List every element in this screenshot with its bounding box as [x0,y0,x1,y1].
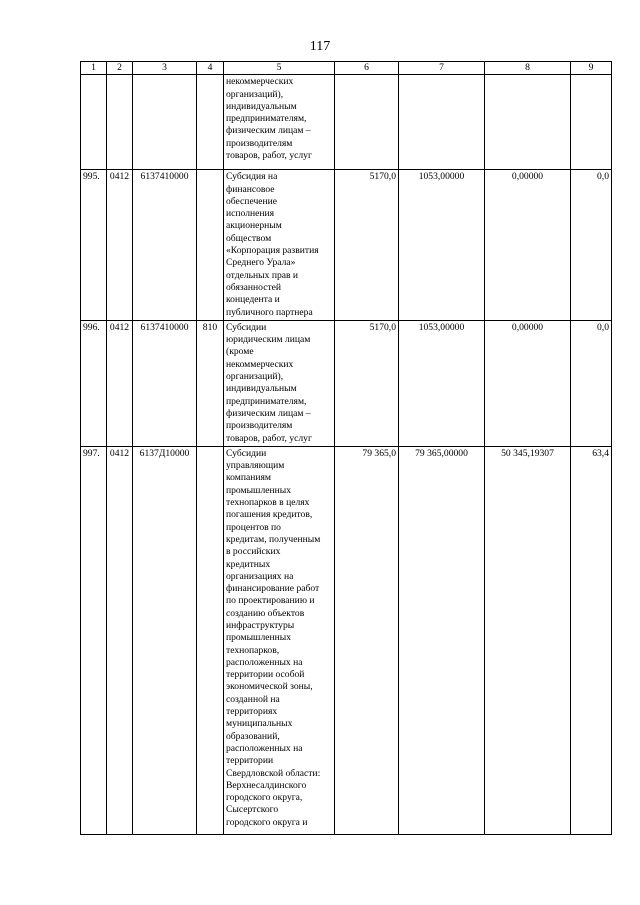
description-line: организаций), [226,88,284,100]
expense-type-cell [197,446,224,834]
planned-amount-cell: 5170,0 [335,320,399,446]
target-article-cell: 6137410000 [133,320,197,446]
description-line: компаниям [226,472,272,484]
description-line: индивидуальным [226,100,297,112]
description-line: организациях на [226,570,294,582]
expense-type-cell: 810 [197,320,224,446]
description-line: финансирование работ [226,583,320,595]
description-line: городского округа, [226,792,303,804]
table-row [81,320,612,446]
description-line: территории особой [226,669,305,681]
approved-amount-cell: 79 365,00000 [399,446,485,834]
approved-amount-cell: 1053,00000 [399,170,485,321]
percent-cell [571,75,612,170]
description-line: исполнения [226,208,275,220]
description-line: обществом [226,232,272,244]
target-article-cell [133,75,197,170]
description-line: экономической зоны, [226,681,313,693]
description-line: в российских [226,546,281,558]
page-number: 117 [309,39,331,54]
description-line: производителям [226,137,293,149]
description-line: расположенных на [226,656,303,668]
section-code-cell: 0412 [107,446,133,834]
executed-amount-cell: 50 345,19307 [485,446,571,834]
target-article-cell: 6137Д10000 [133,446,197,834]
description-line: публичного партнера [226,306,313,318]
description-line: инфраструктуры [226,619,295,631]
description-line: обеспечение [226,195,278,207]
column-header: 3 [133,62,197,75]
column-header: 1 [81,62,107,75]
expense-type-cell [197,170,224,321]
description-line: управляющим [226,460,285,472]
description-line: Субсидии [226,447,267,459]
table-row [81,446,612,834]
description-line: акционерным [226,220,282,232]
section-code-cell: 0412 [107,170,133,321]
description-line: Субсидии [226,321,267,333]
description-line: промышленных [226,484,292,496]
description-line: товаров, работ, услуг [226,150,312,162]
expense-type-cell [197,75,224,170]
description-line: Верхнесалдинского [226,779,307,791]
column-header: 5 [224,62,335,75]
row-number-cell: 996. [81,320,107,446]
executed-amount-cell [485,75,571,170]
description-cell [224,320,335,446]
description-line: физическим лицам – [226,125,311,137]
description-line: кредитных [226,558,271,570]
approved-amount-cell [399,75,485,170]
description-line: организаций), [226,371,284,383]
description-line: обязанностей [226,281,282,293]
description-line: образований, [226,730,280,742]
header-row [81,62,612,75]
description-line: расположенных на [226,742,303,754]
planned-amount-cell: 5170,0 [335,170,399,321]
target-article-cell: 6137410000 [133,170,197,321]
row-number-cell: 997. [81,446,107,834]
table-row [81,170,612,321]
description-line: отдельных прав и [226,269,299,281]
description-cell [224,75,335,170]
description-line: товаров, работ, услуг [226,432,312,444]
description-line: предпринимателям, [226,113,307,125]
row-number-cell [81,75,107,170]
budget-table [80,61,612,835]
planned-amount-cell: 79 365,0 [335,446,399,834]
description-line: Свердловской области: [226,767,321,779]
description-line: по проектированию и [226,595,315,607]
executed-amount-cell: 0,00000 [485,320,571,446]
description-line: процентов по [226,521,281,533]
description-line: созданию объектов [226,607,305,619]
percent-cell: 0,0 [571,170,612,321]
description-line: погашения кредитов, [226,509,313,521]
description-line: предпринимателям, [226,395,307,407]
description-line: территории [226,755,274,767]
column-header: 7 [399,62,485,75]
planned-amount-cell [335,75,399,170]
table-row [81,75,612,170]
description-line: «Корпорация развития [226,245,319,257]
description-line: муниципальных [226,718,293,730]
description-line: кредитам, полученным [226,533,321,545]
approved-amount-cell: 1053,00000 [399,320,485,446]
description-line: юридическим лицам [226,334,311,346]
section-code-cell: 0412 [107,320,133,446]
description-line: некоммерческих [226,76,294,88]
description-cell [224,170,335,321]
column-header: 4 [197,62,224,75]
description-line: физическим лицам – [226,407,311,419]
description-line: Субсидия на [226,171,278,183]
description-line: Сысертского [226,804,279,816]
executed-amount-cell: 0,00000 [485,170,571,321]
column-header: 8 [485,62,571,75]
description-line: Среднего Урала» [226,257,296,269]
description-line: созданной на [226,693,280,705]
description-line: городского округа и [226,816,308,828]
description-line: некоммерческих [226,358,294,370]
description-line: концедента и [226,294,280,306]
section-code-cell [107,75,133,170]
percent-cell: 63,4 [571,446,612,834]
description-line: финансовое [226,183,275,195]
description-cell [224,446,335,834]
description-line: технопарков, [226,644,280,656]
description-line: индивидуальным [226,383,297,395]
description-line: производителям [226,420,293,432]
column-header: 6 [335,62,399,75]
column-header: 9 [571,62,612,75]
description-line: территориях [226,706,278,718]
row-number-cell: 995. [81,170,107,321]
description-line: (кроме [226,346,254,358]
description-line: промышленных [226,632,292,644]
column-header: 2 [107,62,133,75]
description-line: технопарков в целях [226,497,310,509]
percent-cell: 0,0 [571,320,612,446]
